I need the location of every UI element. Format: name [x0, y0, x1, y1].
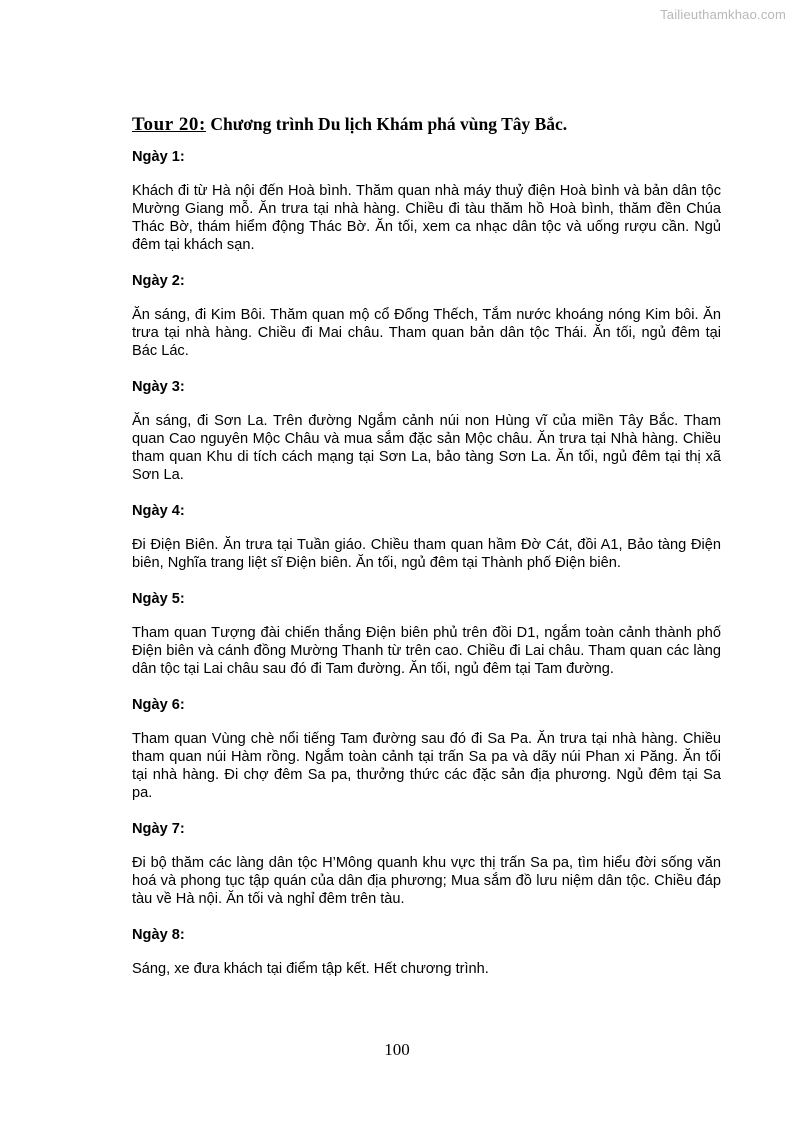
day-2-text: Ăn sáng, đi Kim Bôi. Thăm quan mộ cổ Đống Thếch, Tắm nước khoáng nóng Kim bôi. Ăn trưa tại nhà hàng. Chiều đi Mai châu. Tham quan bản dân tộc Thái. Ăn tối, ngủ đêm tại Bác Lác.: [132, 307, 721, 359]
day-7-heading: Ngày 7:: [132, 821, 185, 837]
day-4-heading: Ngày 4:: [132, 503, 185, 519]
day-7-text: Đi bộ thăm các làng dân tộc H’Mông quanh khu vực thị trấn Sa pa, tìm hiểu đời sống văn hoá và phong tục tập quán của dân địa phương; Mua sắm đồ lưu niệm dân tộc. Chiều đáp tàu về Hà nội. Ăn tối và nghỉ đêm trên tàu.: [132, 855, 721, 907]
day-7-section: [132, 820, 721, 908]
day-4-text: Đi Điện Biên. Ăn trưa tại Tuần giáo. Chiều tham quan hầm Đờ Cát, đồi A1, Bảo tàng Điện biên, Nghĩa trang liệt sĩ Điện biên. Ăn tối, ngủ đêm tại Thành phố Điện biên.: [132, 537, 721, 571]
day-6-section: [132, 696, 721, 802]
day-6-heading: Ngày 6:: [132, 697, 185, 713]
day-8-section: [132, 926, 721, 978]
page-number: 100: [384, 1040, 410, 1059]
day-2-section: [132, 272, 721, 360]
day-8-text: Sáng, xe đưa khách tại điểm tập kết. Hết chương trình.: [132, 961, 489, 977]
day-3-section: [132, 378, 721, 484]
day-4-section: [132, 502, 721, 572]
day-2-heading: Ngày 2:: [132, 273, 185, 289]
day-5-heading: Ngày 5:: [132, 591, 185, 607]
day-5-section: [132, 590, 721, 678]
day-5-text: Tham quan Tượng đài chiến thắng Điện biên phủ trên đồi D1, ngắm toàn cảnh thành phố Điện biên và cánh đồng Mường Thanh từ trên cao. Chiều đi Lai châu. Tham quan các làng dân tộc tại Lai châu sau đó đi Tam đường. Ăn tối, ngủ đêm tại Tam đường.: [132, 625, 721, 677]
day-1-heading: Ngày 1:: [132, 149, 185, 165]
day-8-heading: Ngày 8:: [132, 927, 185, 943]
tour-title: Chương trình Du lịch Khám phá vùng Tây Bắc.: [210, 114, 568, 134]
page-title: [132, 112, 721, 137]
day-6-text: Tham quan Vùng chè nổi tiếng Tam đường sau đó đi Sa Pa. Ăn trưa tại nhà hàng. Chiều tham quan núi Hàm rồng. Ngắm toàn cảnh tại trấn Sa pa và dãy núi Phan xi Păng. Ăn tối tại nhà hàng. Đi chợ đêm Sa pa, thưởng thức các đặc sản địa phương. Ngủ đêm tại Sa pa.: [132, 731, 721, 801]
day-3-heading: Ngày 3:: [132, 379, 185, 395]
day-1-text: Khách đi từ Hà nội đến Hoà bình. Thăm quan nhà máy thuỷ điện Hoà bình và bản dân tộc Mường Giang mỗ. Ăn trưa tại nhà hàng. Chiều đi tàu thăm hồ Hoà bình, thăm đền Chúa Thác Bờ, thám hiểm động Thác Bờ. Ăn tối, xem ca nhạc dân tộc và uống rượu cần. Ngủ đêm tại khách sạn.: [132, 183, 721, 253]
tour-label: Tour 20:: [132, 114, 206, 135]
document-body: [132, 112, 721, 996]
day-3-text: Ăn sáng, đi Sơn La. Trên đường Ngắm cảnh núi non Hùng vĩ của miền Tây Bắc. Tham quan Cao nguyên Mộc Châu và mua sắm đặc sản Mộc châu. Ăn trưa tại Nhà hàng. Chiều tham quan Khu di tích cách mạng tại Sơn La, bảo tàng Sơn La. Ăn tối, ngủ đêm tại thị xã Sơn La.: [132, 413, 721, 483]
day-1-section: [132, 148, 721, 254]
watermark: Tailieuthamkhao.com: [660, 7, 786, 22]
